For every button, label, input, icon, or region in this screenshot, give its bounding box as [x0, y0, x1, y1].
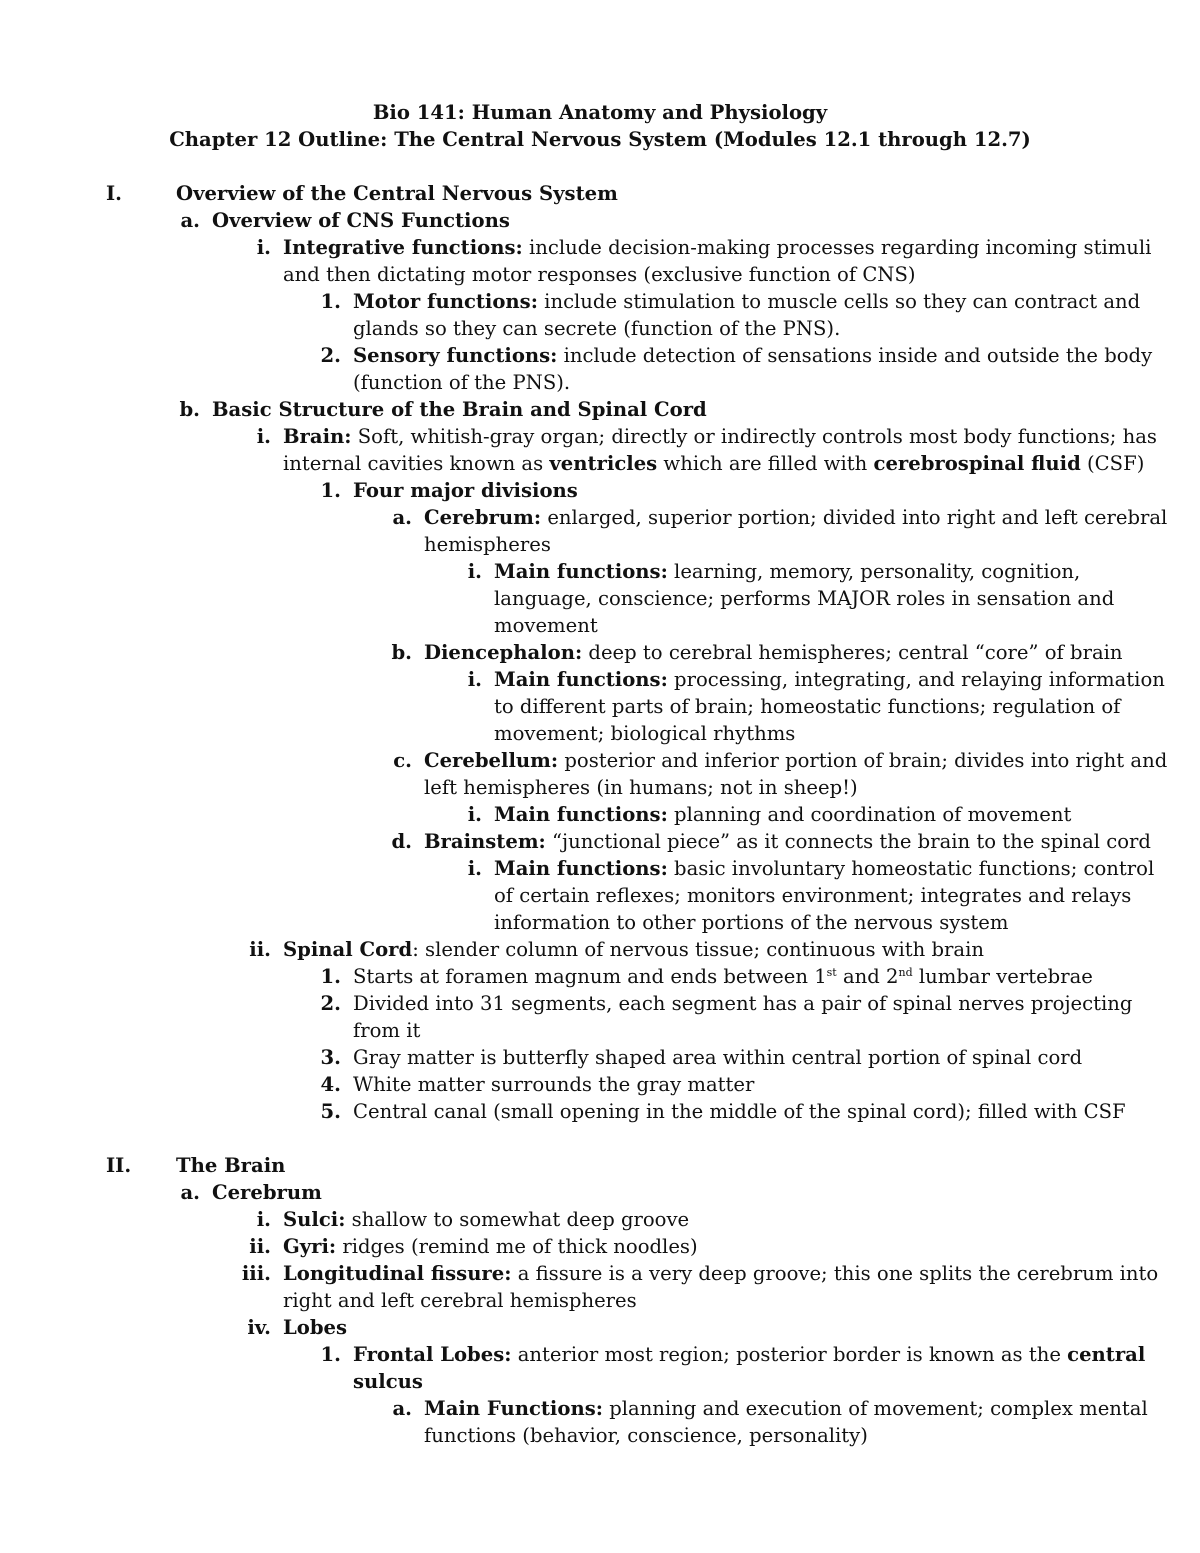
- text-run: processing, integrating, and relaying information: [667, 668, 1165, 691]
- outline-text: [283, 1233, 1113, 1260]
- bold-term: Main functions:: [494, 668, 668, 691]
- bold-term: Sulci:: [283, 1208, 346, 1231]
- text-run: Divided into 31 segments, each segment has a pair of spinal nerves projecting: [353, 992, 1133, 1015]
- outline-line: [0, 963, 1200, 990]
- text-run: learning, memory, personality, cognition,: [667, 560, 1081, 583]
- text-run: basic involuntary homeostatic functions; control: [667, 857, 1155, 880]
- outline-marker: 1.: [320, 479, 341, 502]
- outline-marker: d.: [391, 830, 412, 853]
- text-run: information to other portions of the nervous system: [494, 911, 1009, 934]
- text-run: left hemispheres (in humans; not in sheep!): [424, 776, 858, 799]
- outline-line: [0, 747, 1200, 774]
- bold-term: sulcus: [353, 1370, 423, 1393]
- outline-marker: i.: [256, 1208, 271, 1231]
- text-run: movement: [494, 614, 598, 637]
- outline-text: [283, 1314, 1113, 1341]
- outline-marker: i.: [467, 803, 482, 826]
- outline-line: [0, 1368, 1200, 1395]
- outline-line: [0, 639, 1200, 666]
- outline-text: [283, 234, 1152, 261]
- outline-marker: I.: [106, 182, 122, 205]
- outline-text: [283, 936, 1113, 963]
- text-run: a fissure is a very deep groove; this one splits the cerebrum into: [511, 1262, 1159, 1285]
- bold-term: cerebrospinal fluid: [873, 452, 1081, 475]
- outline-text: [494, 612, 1124, 639]
- outline-line: [0, 693, 1200, 720]
- text-run: language, conscience; performs MAJOR roles in sensation and: [494, 587, 1115, 610]
- outline-marker: 2.: [320, 344, 341, 367]
- text-run: include stimulation to muscle cells so they can contract and: [537, 290, 1141, 313]
- bold-term: Main functions:: [494, 560, 668, 583]
- bold-term: Main functions:: [494, 857, 668, 880]
- bold-term: Lobes: [283, 1316, 348, 1339]
- outline-text: [176, 1152, 1076, 1179]
- outline-text: [494, 882, 1132, 909]
- outline-text: [353, 1017, 1113, 1044]
- text-run: from it: [353, 1019, 421, 1042]
- outline-line: [0, 450, 1200, 477]
- text-run: movement; biological rhythms: [494, 722, 796, 745]
- outline-text: [353, 1071, 1113, 1098]
- text-run: planning and execution of movement; complex mental: [602, 1397, 1148, 1420]
- text-run: deep to cerebral hemispheres; central “core” of brain: [582, 641, 1123, 664]
- outline-line: [0, 612, 1200, 639]
- bold-term: Brainstem:: [424, 830, 546, 853]
- outline-text: [353, 963, 1113, 990]
- bold-term: Four major divisions: [353, 479, 578, 502]
- outline-text: [353, 1098, 1126, 1125]
- outline-line: [0, 1314, 1200, 1341]
- outline-line: [0, 1422, 1200, 1449]
- outline-marker: i.: [256, 236, 271, 259]
- outline-text: [494, 720, 1124, 747]
- outline: [0, 180, 1200, 1449]
- spacer: [0, 153, 1200, 180]
- outline-marker: 1.: [320, 290, 341, 313]
- outline-line: [0, 1395, 1200, 1422]
- outline-text: [424, 1422, 1120, 1449]
- outline-line: [0, 396, 1200, 423]
- bold-term: Cerebrum: [212, 1181, 322, 1204]
- outline-text: [353, 1368, 1113, 1395]
- bold-term: Overview of the Central Nervous System: [176, 182, 618, 205]
- outline-text: [424, 504, 1168, 531]
- outline-marker: i.: [256, 425, 271, 448]
- text-run: (function of the PNS).: [353, 371, 571, 394]
- chapter-title: Chapter 12 Outline: The Central Nervous System (Modules 12.1 through 12.7): [169, 128, 1031, 151]
- outline-line: [0, 828, 1200, 855]
- outline-line: [0, 531, 1200, 558]
- outline-text: [353, 990, 1133, 1017]
- outline-line: [0, 1179, 1200, 1206]
- outline-line: [0, 855, 1200, 882]
- outline-line: [0, 585, 1200, 612]
- bold-term: Frontal Lobes:: [353, 1343, 512, 1366]
- outline-marker: i.: [467, 857, 482, 880]
- outline-marker: b.: [391, 641, 412, 664]
- outline-text: [283, 1206, 1113, 1233]
- outline-line: [0, 1098, 1200, 1125]
- outline-text: [494, 855, 1155, 882]
- text-run: to different parts of brain; homeostatic functions; regulation of: [494, 695, 1121, 718]
- outline-marker: II.: [106, 1154, 132, 1177]
- outline-marker: 2.: [320, 992, 341, 1015]
- outline-text: [494, 909, 1124, 936]
- outline-line: [0, 720, 1200, 747]
- outline-line: [0, 207, 1200, 234]
- outline-line: [0, 1017, 1200, 1044]
- outline-line: [0, 1287, 1200, 1314]
- outline-line: [0, 801, 1200, 828]
- outline-line: [0, 369, 1200, 396]
- text-run: glands so they can secrete (function of the PNS).: [353, 317, 841, 340]
- outline-line: [0, 423, 1200, 450]
- outline-text: [283, 450, 1145, 477]
- outline-line: [0, 774, 1200, 801]
- outline-text: [424, 774, 1120, 801]
- outline-marker: i.: [467, 560, 482, 583]
- outline-line: [0, 1341, 1200, 1368]
- outline-line: [0, 1044, 1200, 1071]
- outline-text: [283, 261, 1113, 288]
- outline-marker: a.: [180, 1181, 200, 1204]
- outline-line: [0, 477, 1200, 504]
- outline-marker: ii.: [249, 1235, 271, 1258]
- outline-marker: c.: [393, 749, 412, 772]
- outline-marker: a.: [392, 506, 412, 529]
- bold-term: Longitudinal fissure:: [283, 1262, 512, 1285]
- outline-text: [212, 207, 1112, 234]
- text-run: Starts at foramen magnum and ends between 1: [353, 965, 827, 988]
- text-run: planning and coordination of movement: [667, 803, 1072, 826]
- outline-text: [283, 1287, 1113, 1314]
- bold-term: central: [1067, 1343, 1146, 1366]
- outline-text: [176, 180, 1076, 207]
- course-title: Bio 141: Human Anatomy and Physiology: [372, 101, 828, 124]
- outline-line: [0, 261, 1200, 288]
- outline-line: [0, 990, 1200, 1017]
- text-run: Central canal (small opening in the middle of the spinal cord); filled with CSF: [353, 1100, 1126, 1123]
- bold-term: Integrative functions:: [283, 236, 523, 259]
- bold-term: Basic Structure of the Brain and Spinal Cord: [212, 398, 707, 421]
- outline-text: [283, 423, 1157, 450]
- outline-marker: 1.: [320, 965, 341, 988]
- outline-line: [0, 288, 1200, 315]
- text-run: “junctional piece” as it connects the brain to the spinal cord: [545, 830, 1151, 853]
- outline-marker: iii.: [241, 1262, 271, 1285]
- text-run: lumbar vertebrae: [912, 965, 1093, 988]
- outline-text: [494, 801, 1124, 828]
- outline-marker: ii.: [249, 938, 271, 961]
- outline-line: [0, 666, 1200, 693]
- text-run: posterior and inferior portion of brain; divides into right and: [558, 749, 1168, 772]
- bold-term: Diencephalon:: [424, 641, 583, 664]
- outline-marker: iv.: [247, 1316, 271, 1339]
- outline-line: [0, 1152, 1200, 1179]
- outline-text: [353, 1044, 1113, 1071]
- outline-line: [0, 1071, 1200, 1098]
- outline-marker: a.: [392, 1397, 412, 1420]
- text-run: include decision-making processes regarding incoming stimuli: [522, 236, 1152, 259]
- outline-text: [424, 531, 1120, 558]
- text-run: right and left cerebral hemispheres: [283, 1289, 637, 1312]
- outline-marker: i.: [467, 668, 482, 691]
- text-run: include detection of sensations inside and outside the body: [557, 344, 1153, 367]
- outline-marker: a.: [180, 209, 200, 232]
- outline-text: [353, 369, 1113, 396]
- bold-term: Overview of CNS Functions: [212, 209, 510, 232]
- text-run: hemispheres: [424, 533, 551, 556]
- text-run: internal cavities known as: [283, 452, 550, 475]
- bold-term: Main functions:: [494, 803, 668, 826]
- outline-text: [494, 693, 1124, 720]
- outline-marker: 1.: [320, 1343, 341, 1366]
- bold-term: Cerebrum:: [424, 506, 542, 529]
- outline-text: [353, 342, 1153, 369]
- outline-line: [0, 504, 1200, 531]
- bold-term: Sensory functions:: [353, 344, 558, 367]
- outline-text: [424, 828, 1151, 855]
- outline-line: [0, 180, 1200, 207]
- outline-marker: b.: [179, 398, 200, 421]
- outline-line: [0, 1260, 1200, 1287]
- text-run: functions (behavior, conscience, personality): [424, 1424, 868, 1447]
- text-run: and then dictating motor responses (exclusive function of CNS): [283, 263, 916, 286]
- text-run: enlarged, superior portion; divided into right and left cerebral: [541, 506, 1168, 529]
- outline-line: [0, 342, 1200, 369]
- bold-term: Spinal Cord: [283, 938, 413, 961]
- outline-line: [0, 1233, 1200, 1260]
- bold-term: Motor functions:: [353, 290, 538, 313]
- bold-term: Cerebellum:: [424, 749, 559, 772]
- superscript: nd: [898, 966, 913, 979]
- text-run: White matter surrounds the gray matter: [353, 1073, 755, 1096]
- outline-text: [494, 558, 1124, 585]
- outline-text: [212, 1179, 1112, 1206]
- bold-term: The Brain: [176, 1154, 286, 1177]
- section-spacer: [0, 1125, 1200, 1152]
- outline-text: [424, 639, 1123, 666]
- outline-text: [353, 288, 1141, 315]
- text-run: anterior most region; posterior border is known as the: [511, 1343, 1068, 1366]
- outline-text: [353, 477, 1113, 504]
- outline-line: [0, 234, 1200, 261]
- text-run: shallow to somewhat deep groove: [345, 1208, 690, 1231]
- outline-text: [424, 747, 1168, 774]
- bold-term: ventricles: [549, 452, 658, 475]
- text-run: (CSF): [1080, 452, 1145, 475]
- text-run: Soft, whitish-gray organ; directly or indirectly controls most body functions; has: [351, 425, 1157, 448]
- outline-text: [353, 315, 1113, 342]
- text-run: : slender column of nervous tissue; continuous with brain: [412, 938, 984, 961]
- text-run: ridges (remind me of thick noodles): [336, 1235, 698, 1258]
- superscript: st: [826, 966, 837, 979]
- outline-text: [424, 1395, 1148, 1422]
- text-run: which are filled with: [657, 452, 874, 475]
- bold-term: Main Functions:: [424, 1397, 603, 1420]
- outline-line: [0, 1206, 1200, 1233]
- outline-marker: 3.: [320, 1046, 341, 1069]
- outline-line: [0, 882, 1200, 909]
- outline-marker: 4.: [320, 1073, 341, 1096]
- outline-line: [0, 909, 1200, 936]
- text-run: of certain reflexes; monitors environment; integrates and relays: [494, 884, 1132, 907]
- outline-text: [212, 396, 1112, 423]
- outline-text: [353, 1341, 1146, 1368]
- bold-term: Brain:: [283, 425, 352, 448]
- outline-text: [494, 585, 1124, 612]
- outline-marker: 5.: [320, 1100, 341, 1123]
- outline-line: [0, 936, 1200, 963]
- outline-line: [0, 558, 1200, 585]
- text-run: and 2: [836, 965, 899, 988]
- outline-text: [283, 1260, 1159, 1287]
- outline-line: [0, 315, 1200, 342]
- bold-term: Gyri:: [283, 1235, 337, 1258]
- outline-text: [494, 666, 1165, 693]
- text-run: Gray matter is butterfly shaped area within central portion of spinal cord: [353, 1046, 1083, 1069]
